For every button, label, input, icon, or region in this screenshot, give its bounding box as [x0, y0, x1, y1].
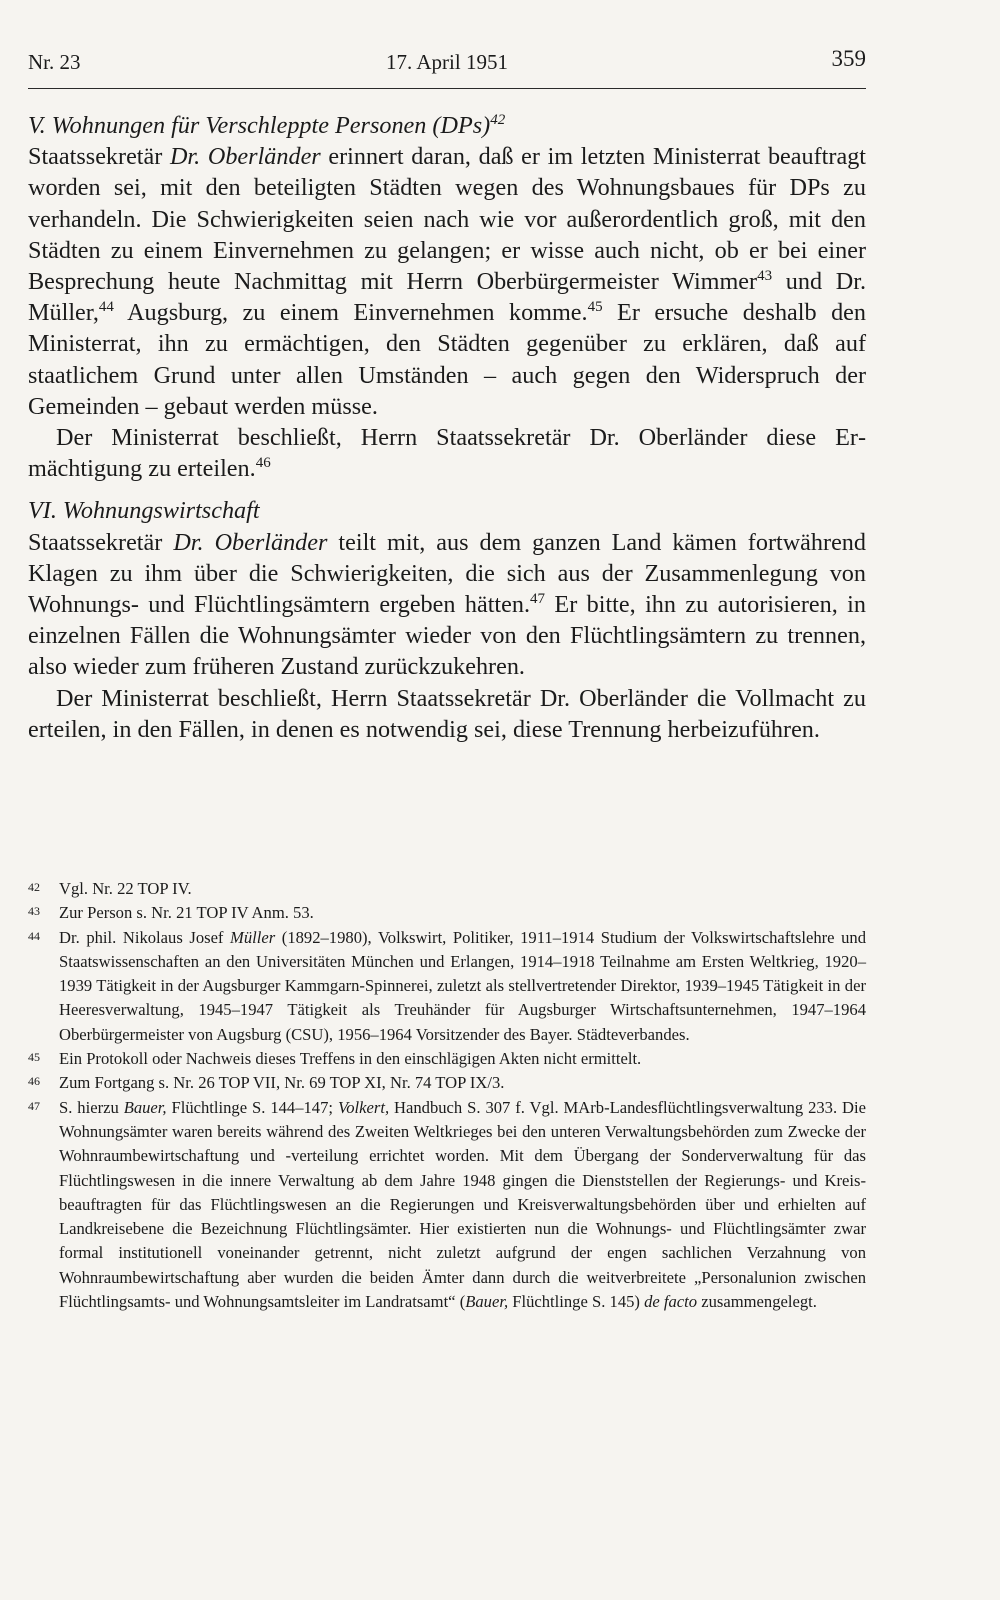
footnote-ref-43: 43 [757, 268, 773, 285]
footnotes [28, 877, 866, 1314]
document-number: Nr. 23 [28, 50, 81, 74]
session-date: 17. April 1951 [386, 50, 508, 74]
section-vi-paragraph-1: Staatssekretär Dr. Oberländer teilt mit, aus dem ganzen Land kämen fortwährend Klagen zu ihm über die Schwierigkeiten, die sich aus der Zusammenlegung von Wohnungs- und Flüchtlingsämtern ergeben hätten.$^{47}$ Er bitte, ihn zu autorisieren, in einzelnen Fällen die Wohnungsämter wieder von den Flüchtlingsämtern zu trennen, also wieder zum früheren Zustand zurückzukehren. [28, 528, 866, 681]
footnote-ref-46: 46 [255, 455, 271, 472]
footnote-47: 47 S. hierzu Bauer, Flüchtlinge S. 144–147; Volkert, Handbuch S. 307 f. Vgl. MArb-Landesflüchtlingsverwaltung 233. Die Wohnungsämter waren bereits während des Zweiten Weltkrieges bei den unteren Verwaltungsbehörden zum Zwecke der Wohnraumbewirtschaftung und -verteilung errichtet worden. Mit dem Übergang der Sonderverwaltung für das Flüchtlingswesen in die innere Verwaltung ab dem Jahre 1948 gingen die Dienststellen der Regierungs- und Kreisbeauftragten für das Flüchtlingswesen an die Regierungen und Kreisverwaltungsbehörden über und erhielten auf Landkreisebene die Bezeichnung Flüchtlingsämter. Hier existierten nun die Wohnungs- und Flüchtlingsämter zwar formal institutionell voneinander getrennt, nicht zuletzt aufgrund der engen sachlichen Verzahnung von Wohnraumbewirtschaftung aber wurden die beiden Ämter dann durch die weitverbreitete „Personalunion zwischen Flüchtlingsamts- und Wohnungsamtsleiter im Landratsamt“ (Bauer, Flüchtlinge S. 145) de facto zusammengelegt. [28, 1097, 867, 1312]
footnote-45: 45 Ein Protokoll oder Nachweis dieses Treffens in den einschlägigen Akten nicht ermittelt. [28, 1049, 642, 1069]
section-vi-heading: VI. Wohnungswirtschaft [28, 497, 260, 525]
main-text [28, 110, 866, 745]
footnote-ref-42: 42 [490, 112, 506, 128]
page-header [28, 40, 866, 89]
footnote-42: 42 Vgl. Nr. 22 TOP IV. [28, 879, 192, 898]
section-v-paragraph-1: Staatssekretär Dr. Oberländer erinnert daran, daß er im letzten Ministerrat beauftragt worden sei, mit den beteiligten Städten wegen des Wohnungsbaues für DPs zu verhandeln. Die Schwierigkeiten seien nach wie vor außerordentlich groß, mit den Städten zu einem Einvernehmen zu gelangen; er wisse auch nicht, ob er bei einer Besprechung heute Nachmittag mit Herrn Oberbürgermeister Wimmer$^{43}$ und Dr. Müller,$^{44}$ Augsburg, zu einem Einvernehmen komme.$^{45}$ Er ersuche deshalb den Ministerrat, ihn zu ermächtigen, den Städten gegenüber zu erklären, daß auf staatlichem Grund unter allen Umständen – auch gegen den Widerspruch der Gemeinden – gebaut werden müsse. [28, 143, 867, 420]
footnote-ref-44: 44 [98, 299, 114, 316]
footnote-44: 44 Dr. phil. Nikolaus Josef Müller (1892–1980), Volkswirt, Politiker, 1911–1914 Studium der Volkswirtschaftslehre und Staatswissenschaften an den Universitäten München und Erlangen, 1914–1918 Teilnahme am Ersten Weltkrieg, 1920–1939 Tätigkeit in der Augsburger Kammgarn-Spinnerei, zuletzt als stellvertretender Direktor, 1939–1945 Tätigkeit in der Heeresverwaltung, 1945–1947 Tätigkeit als Treuhänder für Augsburger Wirtschaftsunternehmen, 1947–1964 Oberbürgermeister von Augsburg (CSU), 1956–1964 Vorsitzender des Bayer. Städteverbandes. [28, 927, 866, 1044]
page-number: 359 [831, 46, 866, 71]
footnote-ref-47: 47 [530, 591, 546, 608]
person-name-oberlaender: Oberländer [214, 528, 328, 556]
footnote-43: 43 Zur Person s. Nr. 21 TOP IV Anm. 53. [28, 903, 314, 923]
section-vi-resolution: Der Ministerrat beschließt, Herrn Staatssekretär Dr. Oberländer die Vollmacht zu erteilen, in den Fällen, in denen es notwendig sei, diese Trennung herbeizuführen. [28, 684, 866, 743]
section-v-heading: V. Wohnungen für Verschleppte Personen (DPs)$^{42}$ [28, 112, 506, 139]
footnote-ref-45: 45 [587, 299, 603, 316]
footnote-46: 46 Zum Fortgang s. Nr. 26 TOP VII, Nr. 69 TOP XI, Nr. 74 TOP IX/3. [28, 1073, 505, 1093]
section-v-resolution: Der Ministerrat beschließt, Herrn Staatssekretär Dr. Oberländer diese Ermächtigung zu erteilen.$^{46}$ [28, 424, 866, 483]
person-name-oberlaender: Oberländer [207, 143, 321, 171]
